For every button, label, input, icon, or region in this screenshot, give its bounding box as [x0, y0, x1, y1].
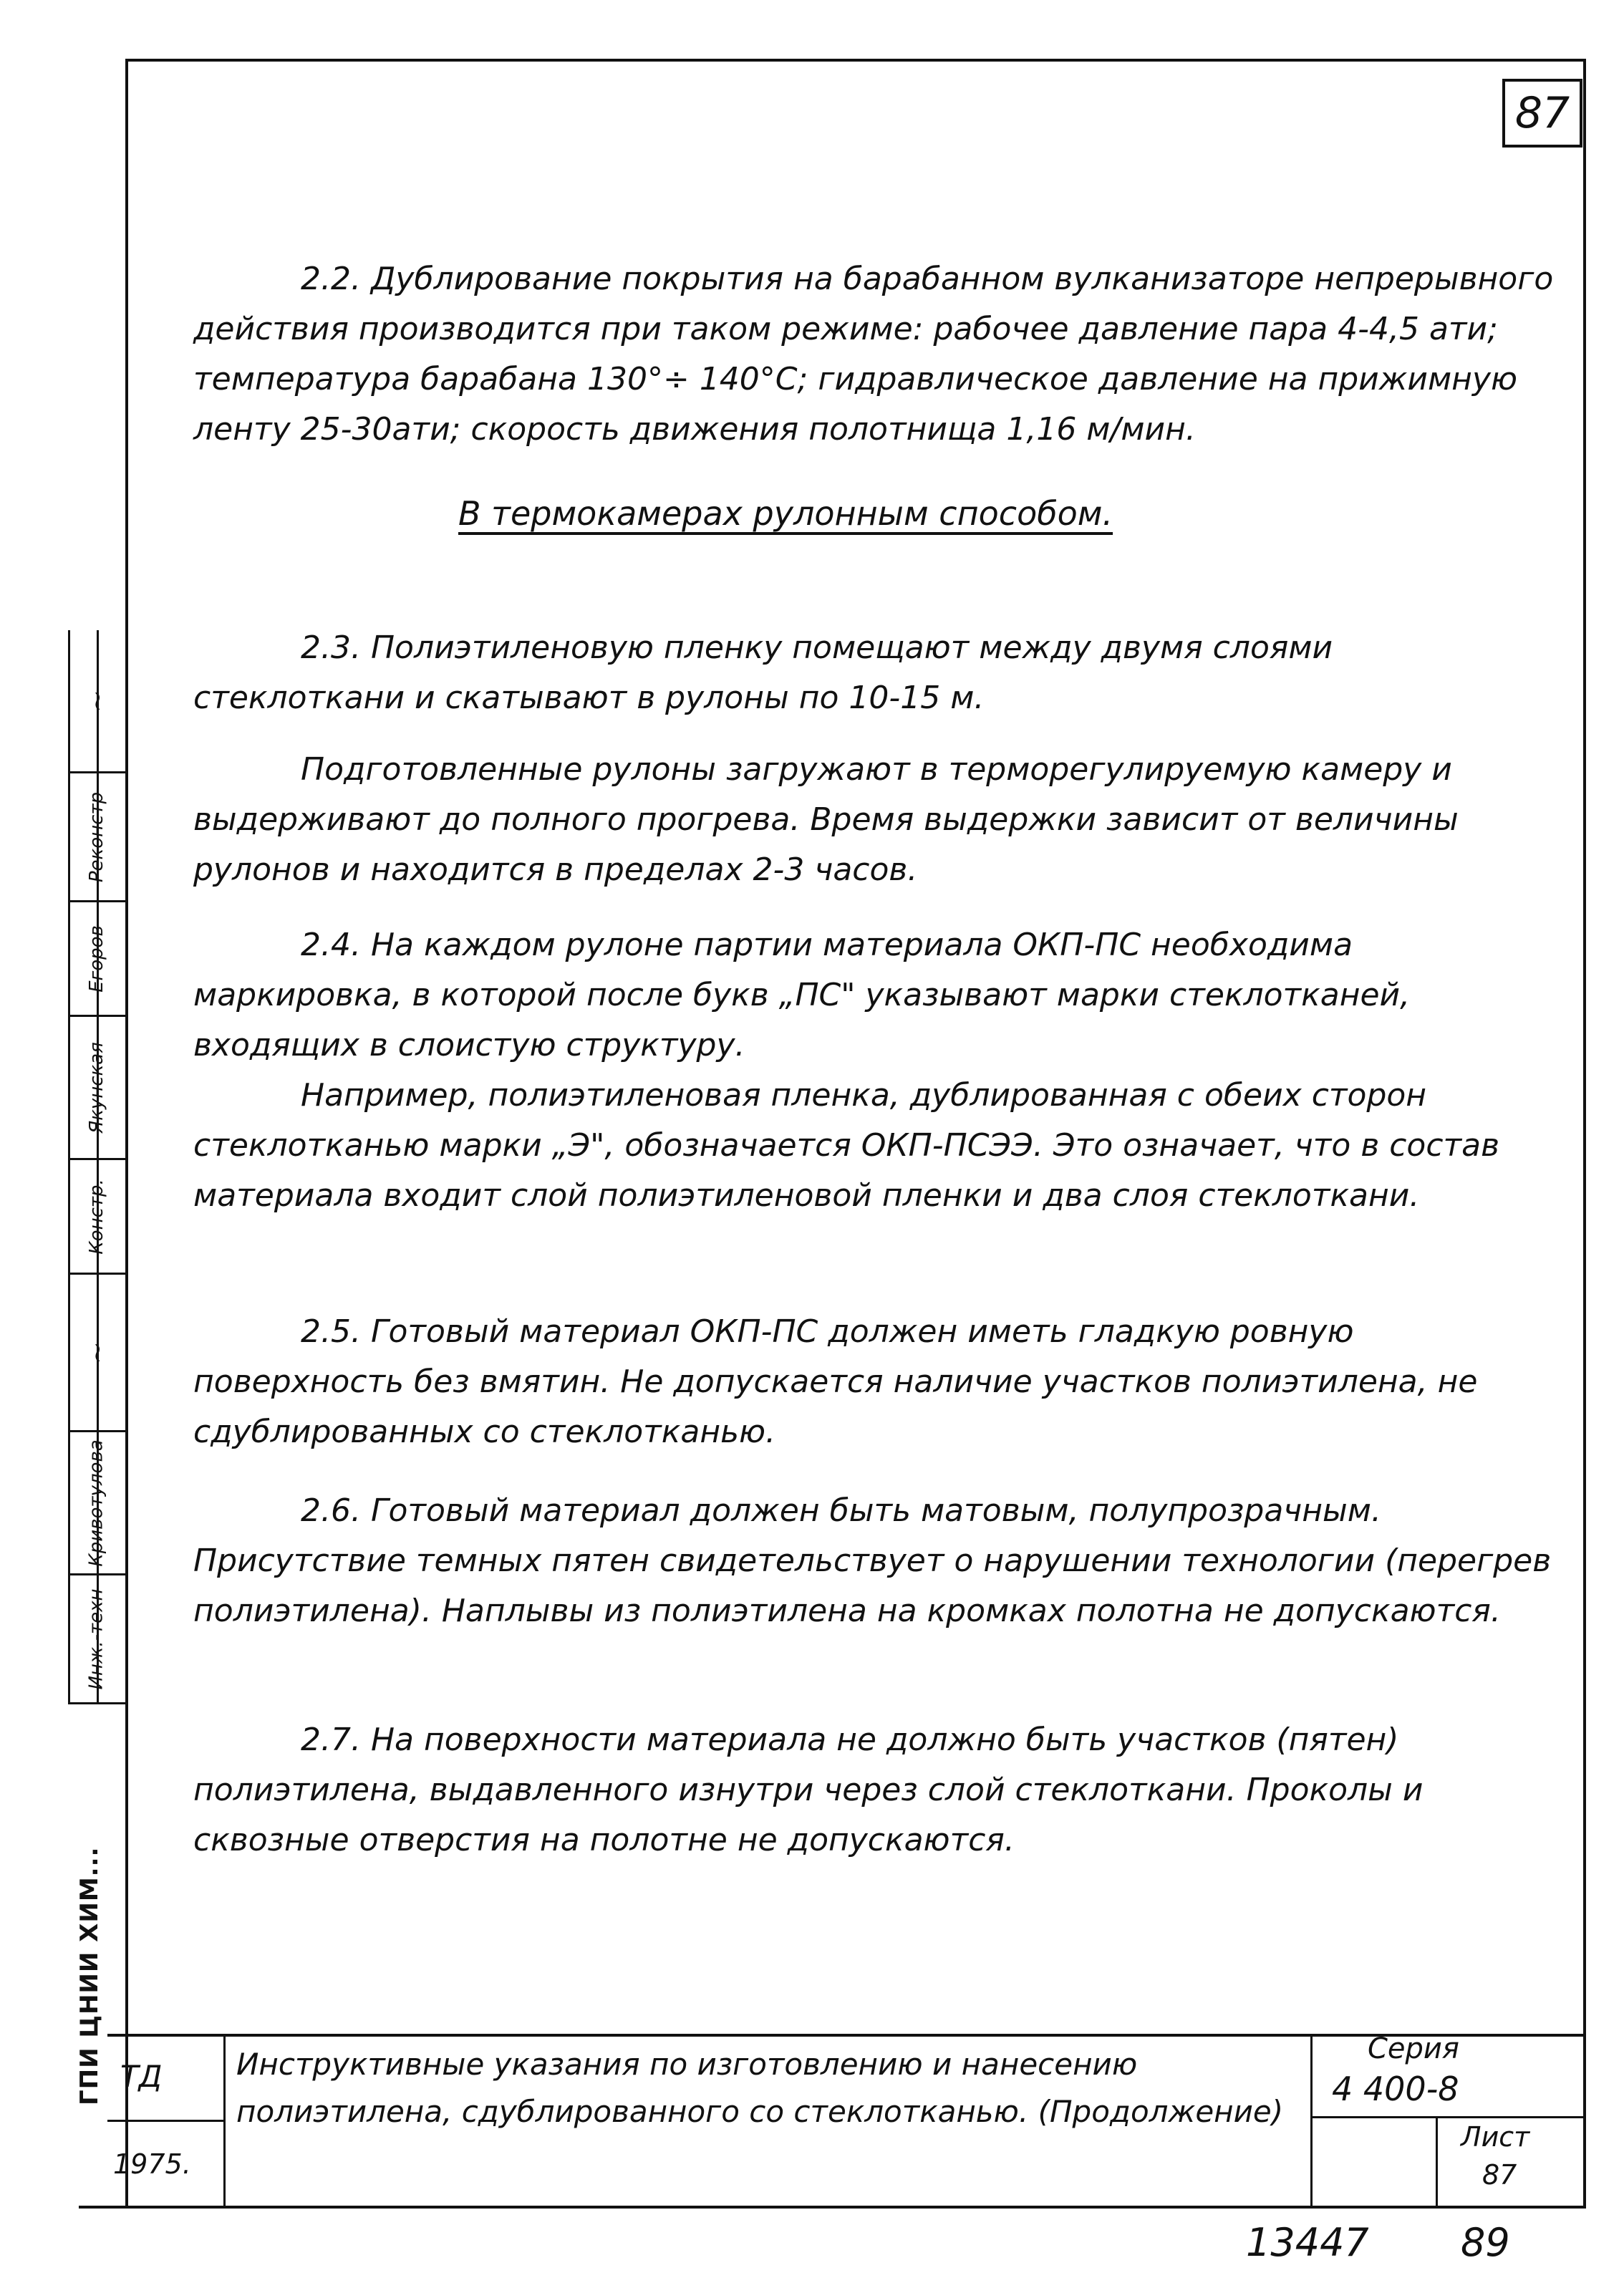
- stamp-label-5: Егоров: [86, 925, 108, 993]
- stamp-cell-6: [68, 1275, 125, 1432]
- tb-top-line: [107, 2034, 1586, 2037]
- frame-left-line: [125, 59, 128, 2207]
- tb-year: 1975.: [113, 2148, 191, 2180]
- frame-bottom-line: [79, 2206, 1586, 2209]
- tb-sheet-value: 87: [1482, 2159, 1517, 2191]
- paragraph-2-5-text: 2.5. Готовый материал ОКП-ПС должен иметь гладкую ровную поверхность без вмятин. Не допускается наличие участков полиэтилена, не сдублированных со стеклотканью.: [193, 1313, 1478, 1450]
- paragraph-2-3-text: 2.3. Полиэтиленовую пленку помещают между двумя слоями стеклоткани и скатывают в рулоны по 10-15 м.: [193, 629, 1333, 716]
- paragraph-2-4b: [193, 1071, 1554, 1221]
- stamp-label-3: Констр.: [86, 1178, 108, 1255]
- paragraph-2-4: [193, 920, 1554, 1071]
- paragraph-2-3b: [193, 745, 1554, 895]
- frame-top-line: [125, 59, 1586, 62]
- stamp-cell-4: [68, 1017, 125, 1160]
- paragraph-2-6: [193, 1486, 1554, 1636]
- tb-series-divider: [1310, 2034, 1313, 2208]
- stamp-cell-8: [68, 1575, 125, 1704]
- stamp-cell-3: [68, 902, 125, 1017]
- stamp-cell-7: [68, 1432, 125, 1575]
- paragraph-2-6-text: 2.6. Готовый материал должен быть матовым, полупрозрачным. Присутствие темных пятен свидетельствует о нарушении технологии (перегрев полиэтилена). Наплывы из полиэтилена на кромках полотна не допускаются.: [193, 1492, 1552, 1629]
- paragraph-2-3b-text: Подготовленные рулоны загружают в терморегулируемую камеру и выдерживают до полного прогрева. Время выдержки зависит от величины рулонов и находится в пределах 2-3 часов.: [193, 751, 1459, 888]
- tb-org-divider: [223, 2034, 226, 2208]
- page-number: 87: [1502, 79, 1582, 148]
- tb-series-bottom: [1310, 2116, 1586, 2118]
- archive-page-number: 89: [1461, 2220, 1510, 2265]
- paragraph-2-4b-text: Например, полиэтиленовая пленка, дублированная с обеих сторон стеклотканью марки „Э", обозначается ОКП-ПСЭЭ. Это означает, что в состав материала входит слой полиэтиленовой пленки и два слоя стеклоткани.: [193, 1077, 1500, 1214]
- paragraph-2-7: [193, 1715, 1554, 1866]
- frame-right-line: [1583, 59, 1586, 2207]
- stamp-label-4: Якунская: [86, 1041, 108, 1134]
- tb-sheet-label: Лист: [1461, 2121, 1530, 2153]
- section-heading: В термокамерах рулонным способом.: [458, 494, 1113, 533]
- tb-series-label: Серия: [1368, 2032, 1459, 2065]
- paragraph-2-2: [193, 254, 1554, 455]
- approval-stamp-column: [68, 630, 125, 1704]
- tb-org: ТД: [120, 2059, 163, 2094]
- signature-mark-2: ~: [81, 1341, 112, 1364]
- signature-mark: ~: [81, 689, 112, 713]
- stamp-cell-2: [68, 773, 125, 902]
- tb-sheet-divider: [1436, 2116, 1438, 2208]
- tb-title: Инструктивные указания по изготовлению и нанесению полиэтилена, сдублированного со стеклотканью. (Продолжение): [236, 2047, 1284, 2129]
- paragraph-2-7-text: 2.7. На поверхности материала не должно быть участков (пятен) полиэтилена, выдавленного изнутри через слой стеклоткани. Проколы и сквозные отверстия на полотне не допускаются.: [193, 1722, 1424, 1858]
- paragraph-2-2-text: 2.2. Дублирование покрытия на барабанном вулканизаторе непрерывного действия производится при таком режиме: рабочее давление пара 4-4,5 ати; температура барабана 130°÷ 140°С; гидравлическое давление на прижимную ленту 25-30ати; скорость движения полотнища 1,16 м/мин.: [193, 261, 1554, 448]
- inventory-number: 13447: [1246, 2220, 1369, 2265]
- stamp-cell-1: [68, 630, 125, 773]
- stamp-label-2: Кривотулова: [86, 1439, 107, 1567]
- paragraph-2-4-text: 2.4. На каждом рулоне партии материала ОКП-ПС необходима маркировка, в которой после букв „ПС" указывают марки стеклотканей, входящих в слоистую структуру.: [193, 927, 1411, 1063]
- stamp-label-1: Инж.-техн: [86, 1588, 108, 1690]
- paragraph-2-3: [193, 623, 1554, 723]
- stamp-label-6: Реконстр: [86, 791, 108, 882]
- paragraph-2-5: [193, 1307, 1554, 1457]
- archive-strip: ГПИ ЦНИИ ХИМ...: [75, 1846, 104, 2105]
- stamp-cell-5: [68, 1160, 125, 1275]
- tb-series-value: 4 400-8: [1332, 2070, 1459, 2108]
- tb-mid-line: [107, 2120, 226, 2122]
